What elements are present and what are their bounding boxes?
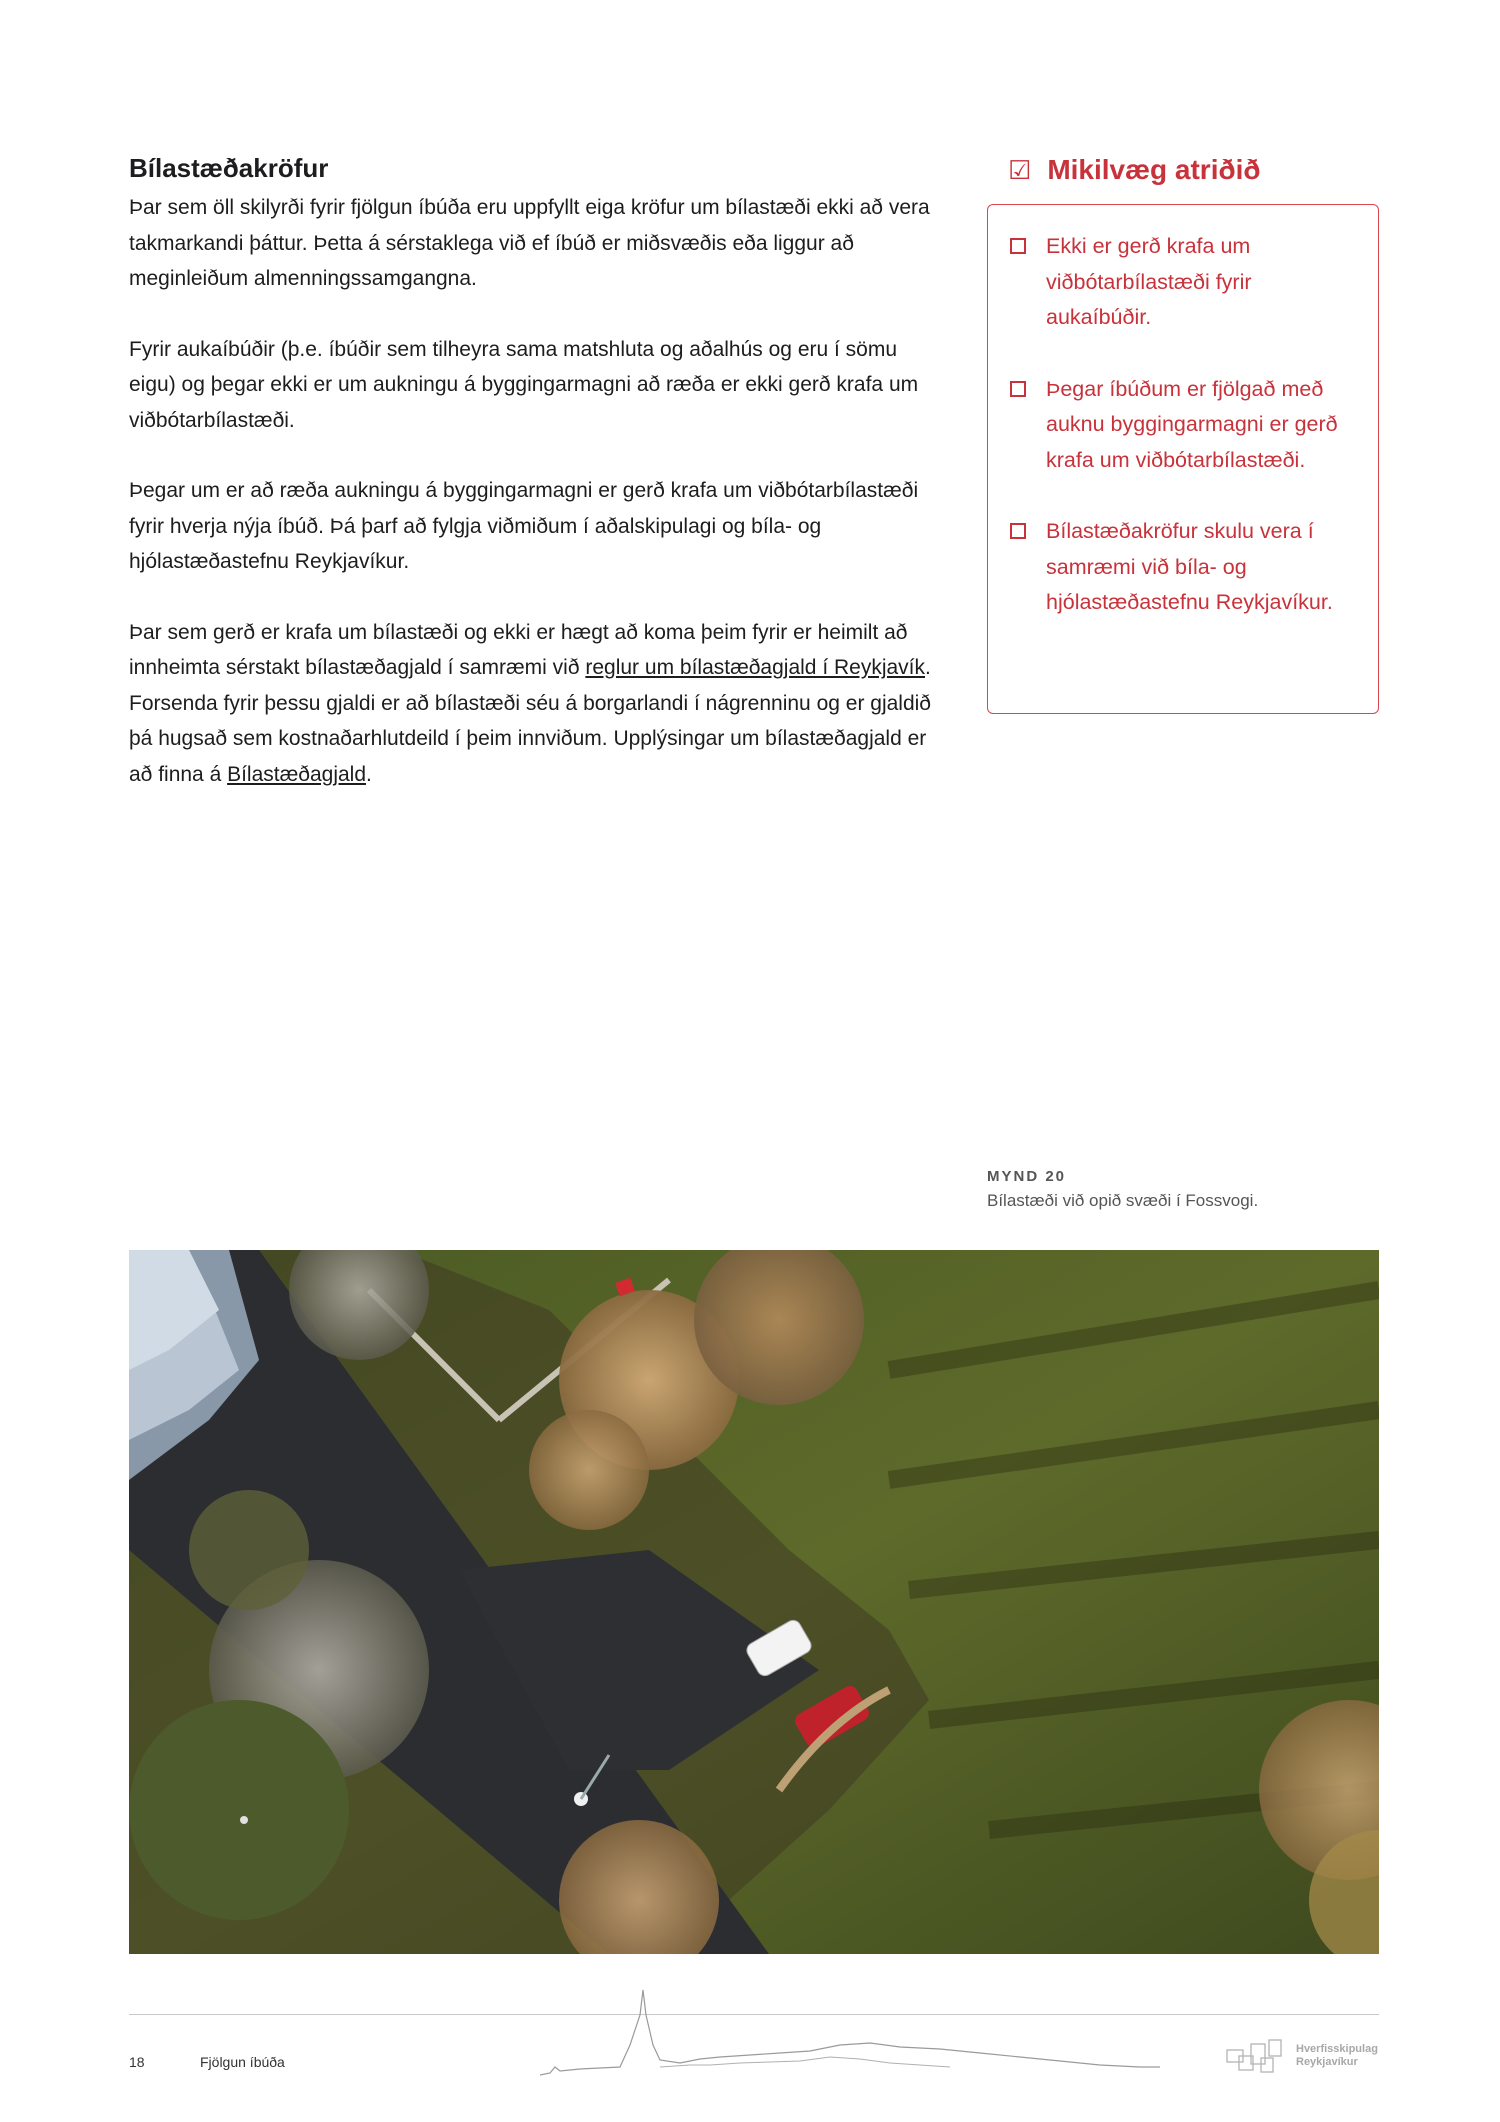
paragraph-4-text-c: . — [366, 762, 372, 786]
parking-fee-link[interactable]: Bílastæðagjald — [227, 762, 367, 786]
paragraph-3: Þegar um er að ræða aukningu á byggingarmagni er gerð krafa um viðbótarbílastæði fyrir hverja nýja íbúð. Þá þarf að fylgja viðmiðum í aðalskipulagi og bíla- og hjólastæðastefnu Reykjavíkur. — [129, 479, 919, 573]
footer-section-name: Fjölgun íbúða — [200, 2054, 285, 2070]
paragraph-4 — [129, 615, 949, 793]
key-points-title — [1008, 150, 1260, 190]
page-number: 18 — [129, 2054, 145, 2070]
hverfisskipulag-logo — [1225, 2036, 1378, 2076]
key-point-text: Ekki er gerð krafa um viðbótarbílastæði fyrir aukaíbúðir. — [1046, 234, 1252, 329]
paragraph-1: Þar sem öll skilyrði fyrir fjölgun íbúða eru uppfyllt eiga kröfur um bílastæði ekki að vera takmarkandi þáttur. Þetta á sérstaklega við ef íbúð er miðsvæðis eða liggur að meginleiðum almenningssamgangna. — [129, 196, 930, 290]
logo-line-1: Hverfisskipulag — [1296, 2043, 1378, 2055]
checkbox-icon — [1010, 238, 1026, 254]
key-point-item — [1010, 229, 1348, 336]
parking-fee-rules-link[interactable]: reglur um bílastæðagjald í Reykjavík — [585, 656, 926, 679]
key-point-text: Bílastæðakröfur skulu vera í samræmi við bíla- og hjólastæðastefnu Reykjavíkur. — [1046, 519, 1333, 614]
key-point-item — [1010, 514, 1348, 621]
checkbox-icon — [1010, 523, 1026, 539]
logo-line-2: Reykjavíkur — [1296, 2056, 1358, 2068]
checkbox-icon: ☑ — [1008, 154, 1032, 185]
figure-caption — [987, 1168, 1258, 1211]
aerial-parking-photo — [129, 1250, 1379, 1954]
figure-label: MYND 20 — [987, 1168, 1067, 1185]
checkbox-icon — [1010, 381, 1026, 397]
section-heading: Bílastæðakröfur — [129, 153, 329, 183]
paragraph-4-text-a: Þar sem gerð er krafa um bílastæði og ekki er hægt að koma þeim fyrir er heimilt að innheimta sérstakt bílastæðagjald í samræmi við — [129, 620, 908, 679]
key-point-text: Þegar íbúðum er fjölgað með auknu byggingarmagni er gerð krafa um viðbótarbílastæði. — [1046, 376, 1338, 472]
main-content — [129, 150, 949, 827]
hverfisskipulag-logo-icon — [1225, 2036, 1290, 2076]
figure-caption-text: Bílastæði við opið svæði í Fossvogi. — [987, 1191, 1259, 1210]
key-points-title-text: Mikilvæg atriðið — [1047, 154, 1261, 185]
paragraph-4-text-b: . Forsenda fyrir þessu gjaldi er að bílastæði séu á borgarlandi í nágrenninu og er gjaldið þá hugsað sem kostnaðarhlutdeild í þeim innviðum. Upplýsingar um bílastæðagjald er að finna á — [129, 656, 931, 786]
key-point-item — [1010, 372, 1348, 479]
key-points-box — [987, 204, 1379, 714]
reykjavik-skyline-illustration — [540, 1985, 1170, 2080]
paragraph-2: Fyrir aukaíbúðir (þ.e. íbúðir sem tilheyra sama matshluta og aðalhús og eru í sömu eigu) og þegar ekki er um aukningu á byggingarmagni að ræða er ekki gerð krafa um viðbótarbílastæði. — [129, 337, 919, 432]
